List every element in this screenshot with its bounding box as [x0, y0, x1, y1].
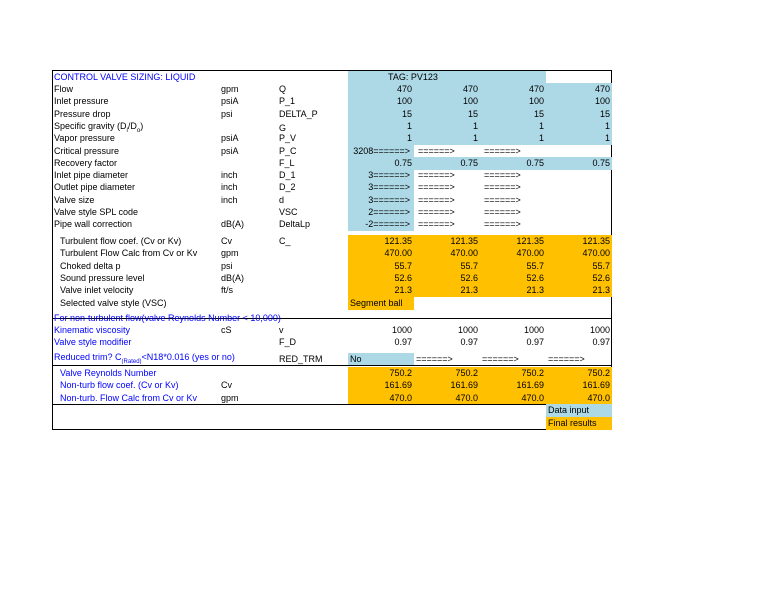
sg-label-text: Specific gravity ( — [54, 120, 121, 131]
row-label — [54, 120, 219, 133]
trim-post: <N18*0.016 (yes or no) — [141, 352, 235, 362]
sg-mid: /D — [127, 120, 137, 131]
input-cell[interactable]: 0.75 — [546, 157, 612, 170]
result2-unit: gpm — [221, 392, 239, 403]
input-cell[interactable]: 470 — [414, 83, 480, 96]
result-unit: dB(A) — [221, 272, 245, 283]
result2-cell: 161.69 — [546, 379, 612, 392]
result-cell: 55.7 — [546, 260, 612, 273]
input-cell[interactable]: 100 — [546, 95, 612, 108]
result-cell: 470.00 — [480, 247, 546, 260]
row-unit: inch — [221, 182, 238, 193]
row-label: Pipe wall correction — [54, 219, 133, 230]
input-cell[interactable]: 1000 — [589, 325, 610, 335]
row-label: Valve style modifier — [54, 337, 132, 348]
divider-line-2 — [53, 365, 611, 366]
result2-cell: 750.2 — [414, 367, 480, 380]
result-label: Turbulent flow coef. (Cv or Kv) — [60, 236, 182, 246]
result2-label: Valve Reynolds Number — [60, 368, 157, 378]
result-symbol — [279, 247, 339, 260]
result2-unit: Cv — [221, 380, 232, 391]
input-cell[interactable]: 100 — [480, 95, 546, 108]
row-label: Inlet pressure — [54, 96, 109, 107]
result-label: Choked delta p — [60, 260, 121, 271]
input-cell[interactable]: 3208======> — [348, 145, 414, 158]
input-cell[interactable]: ======> — [484, 182, 521, 193]
result-cell: 52.6 — [414, 272, 480, 285]
input-cell[interactable]: 0.75 — [414, 157, 480, 170]
input-cell[interactable]: 0.75 — [348, 157, 414, 170]
input-cell[interactable]: 2======> — [348, 206, 414, 219]
input-cell[interactable]: 0.97 — [592, 337, 610, 348]
result-cell: 21.3 — [546, 284, 612, 297]
input-cell[interactable]: ======> — [484, 194, 521, 205]
input-cell[interactable]: 15 — [348, 108, 414, 121]
result2-cell: 470.0 — [414, 392, 480, 405]
result2-label: Non-turb flow coef. (Cv or Kv) — [60, 380, 179, 391]
row-unit — [221, 336, 276, 349]
input-cell[interactable]: 0.75 — [480, 157, 546, 170]
sg-end: ) — [140, 120, 144, 131]
row-symbol: P_V — [279, 133, 297, 144]
input-cell[interactable]: ======> — [484, 170, 521, 181]
result-unit: ft/s — [221, 285, 234, 296]
input-cell[interactable]: -2======> — [348, 218, 414, 231]
result-symbol — [279, 272, 339, 285]
input-cell[interactable] — [546, 194, 612, 207]
result2-cell: 750.2 — [480, 367, 546, 380]
result-unit: psi — [221, 260, 233, 271]
input-cell[interactable]: 3======> — [348, 169, 414, 182]
input-cell[interactable]: 15 — [414, 108, 480, 121]
input-cell[interactable]: 1000 — [391, 325, 412, 335]
input-cell[interactable]: ======> — [418, 194, 455, 205]
result-symbol — [279, 260, 339, 273]
input-cell[interactable] — [546, 181, 612, 194]
input-cell[interactable]: 470 — [348, 83, 414, 96]
input-cell[interactable]: 1 — [348, 132, 414, 145]
row-unit — [221, 206, 276, 219]
result-cell: 55.7 — [480, 260, 546, 273]
sheet-title: CONTROL VALVE SIZING: LIQUID — [54, 72, 196, 82]
result-label: Selected valve style (VSC) — [60, 297, 167, 308]
row-label: Flow — [54, 84, 74, 94]
sg-sub-l: l — [126, 127, 128, 133]
result-cell: 21.3 — [480, 284, 546, 297]
result-cell: 470.00 — [414, 247, 480, 260]
result2-cell: 750.2 — [546, 367, 612, 380]
row-symbol: D_2 — [279, 182, 296, 193]
input-cell[interactable]: 1 — [546, 120, 612, 133]
input-cell[interactable]: ======> — [484, 219, 521, 230]
input-cell[interactable]: ======> — [418, 207, 455, 217]
input-cell[interactable] — [546, 169, 612, 182]
row-label: Outlet pipe diameter — [54, 182, 136, 193]
row-unit: inch — [221, 194, 238, 205]
input-cell[interactable]: ======> — [418, 170, 455, 181]
trim-cell[interactable]: ======> — [482, 354, 519, 364]
result-symbol: C_ — [279, 236, 291, 246]
result2-cell: 161.69 — [480, 379, 546, 392]
result-unit — [221, 297, 276, 310]
result2-cell: 161.69 — [414, 379, 480, 392]
row-symbol: DeltaLp — [279, 219, 311, 230]
input-cell[interactable]: 15 — [546, 108, 612, 121]
result-label: Valve inlet velocity — [60, 285, 134, 296]
input-cell[interactable]: 100 — [414, 95, 480, 108]
row-symbol: F_L — [279, 157, 295, 168]
result-symbol — [279, 297, 339, 310]
legend-final-results: Final results — [546, 417, 612, 430]
result-unit: Cv — [221, 236, 232, 246]
row-symbol: P_C — [279, 145, 297, 156]
row-unit: dB(A) — [221, 219, 245, 230]
input-cell[interactable]: 470 — [546, 83, 612, 96]
valve-sizing-sheet — [52, 70, 612, 430]
input-cell[interactable]: 1000 — [457, 325, 478, 335]
result-cell: 470.00 — [348, 247, 414, 260]
row-symbol: d — [279, 194, 285, 205]
result-cell: 121.35 — [546, 235, 612, 248]
tag-cell[interactable]: TAG: PV123 — [348, 71, 546, 84]
result-label: Sound pressure level — [60, 272, 145, 283]
row-unit: psiA — [221, 133, 239, 144]
divider-line-3 — [53, 404, 611, 405]
row-label: Kinematic viscosity — [54, 325, 131, 335]
input-cell[interactable]: 1 — [414, 132, 480, 145]
row-unit: psi — [221, 108, 233, 119]
input-cell[interactable]: ======> — [484, 207, 521, 217]
row-label: Vapor pressure — [54, 133, 115, 144]
row-unit: cS — [221, 325, 232, 335]
result-label: Turbulent Flow Calc from Cv or Kv — [60, 248, 198, 259]
result-symbol — [279, 284, 339, 297]
result2-label: Non-turb. Flow Calc from Cv or Kv — [60, 392, 198, 403]
row-unit — [221, 120, 276, 133]
input-cell[interactable] — [546, 218, 612, 231]
result-unit: gpm — [221, 248, 239, 259]
result-cell: 21.3 — [348, 284, 414, 297]
result2-cell: 750.2 — [348, 367, 414, 380]
row-label: Recovery factor — [54, 157, 118, 168]
row-unit: psiA — [221, 96, 239, 107]
result-cell: 55.7 — [414, 260, 480, 273]
result-cell: 121.35 — [480, 235, 546, 248]
trim-pre: Reduced trim? C — [54, 352, 122, 362]
input-cell[interactable]: 1 — [414, 120, 480, 133]
input-cell[interactable] — [546, 145, 612, 158]
result2-cell: 470.0 — [480, 392, 546, 405]
input-cell[interactable]: 3======> — [348, 181, 414, 194]
input-cell[interactable]: 470 — [480, 83, 546, 96]
trim-cell[interactable]: ======> — [416, 354, 453, 364]
result-cell: 55.7 — [348, 260, 414, 273]
input-cell[interactable]: 0.97 — [460, 337, 478, 348]
legend-data-input: Data input — [546, 404, 612, 417]
input-cell[interactable]: ======> — [418, 182, 455, 193]
row-symbol: P_1 — [279, 96, 296, 107]
sg-d1: D — [120, 120, 127, 131]
input-cell[interactable] — [546, 206, 612, 219]
result-cell: 470.00 — [546, 247, 612, 260]
trim-cell[interactable]: ======> — [548, 354, 585, 364]
row-symbol: v — [279, 325, 284, 335]
row-label: Critical pressure — [54, 145, 120, 156]
input-cell[interactable]: 15 — [480, 108, 546, 121]
input-cell[interactable]: 1 — [348, 120, 414, 133]
result-cell: 121.35 — [348, 235, 414, 248]
row-symbol: Q — [279, 84, 287, 94]
result-cell: 52.6 — [348, 272, 414, 285]
result-cell: 52.6 — [480, 272, 546, 285]
result-cell: Segment ball — [348, 297, 414, 310]
row-label: Inlet pipe diameter — [54, 170, 129, 181]
row-label: Valve style SPL code — [54, 207, 139, 217]
input-cell[interactable]: ======> — [418, 145, 455, 156]
input-cell[interactable]: ======> — [418, 219, 455, 230]
trim-sub: (Rated) — [121, 358, 142, 364]
input-cell[interactable]: 100 — [348, 95, 414, 108]
row-symbol: G — [279, 122, 287, 133]
input-cell[interactable]: 0.97 — [394, 337, 412, 348]
input-cell[interactable]: 0.97 — [526, 337, 544, 348]
row-symbol: F_D — [279, 337, 297, 348]
input-cell[interactable]: 1000 — [523, 325, 544, 335]
result-cell: 52.6 — [546, 272, 612, 285]
input-cell[interactable]: 3======> — [348, 194, 414, 207]
result2-cell: 470.0 — [348, 392, 414, 405]
input-cell[interactable]: ======> — [484, 145, 521, 156]
row-symbol: RED_TRM — [279, 354, 323, 364]
row-unit: psiA — [221, 145, 239, 156]
result2-cell: 161.69 — [348, 379, 414, 392]
row-symbol: D_1 — [279, 170, 296, 181]
row-unit: inch — [221, 170, 238, 181]
row-label: Valve size — [54, 194, 95, 205]
sg-sub-o: o — [136, 127, 141, 133]
result2-unit — [221, 367, 276, 380]
row-label: Pressure drop — [54, 108, 111, 119]
input-cell[interactable]: 1 — [480, 120, 546, 133]
result-cell: 121.35 — [414, 235, 480, 248]
trim-cell[interactable]: No — [348, 353, 414, 366]
reduced-trim-label — [54, 351, 279, 364]
row-symbol: VSC — [279, 207, 298, 217]
result2-cell: 470.0 — [546, 392, 612, 405]
row-symbol: DELTA_P — [279, 108, 318, 119]
row-unit: gpm — [221, 84, 239, 94]
result-cell: 21.3 — [414, 284, 480, 297]
row-unit — [221, 157, 276, 170]
nonturb-heading: For non-turbulent flow(valve Reynolds Number < 10,000) — [54, 313, 281, 323]
input-cell[interactable]: 1 — [546, 132, 612, 145]
input-cell[interactable]: 1 — [480, 132, 546, 145]
